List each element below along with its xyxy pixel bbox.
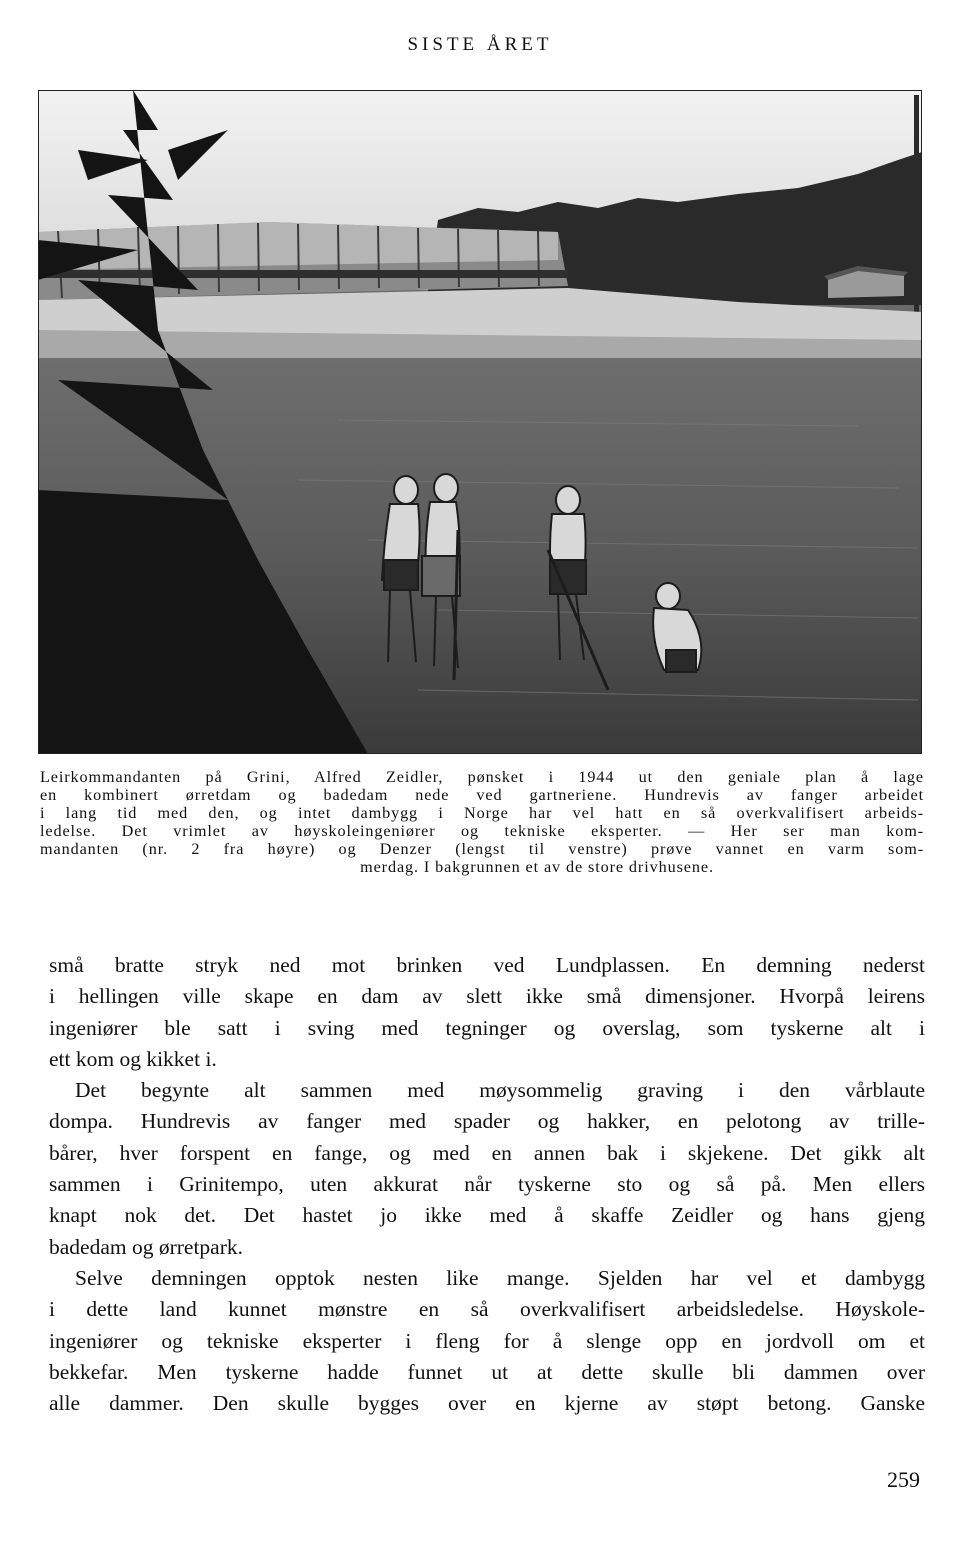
body-text: [49, 950, 925, 1419]
caption-line: ledelse. Det vrimlet av høyskoleingeniører og tekniske eksperter. — Her ser man kom-: [40, 822, 924, 840]
text-line: ingeniører ble satt i sving med tegninger og overslag, som tyskerne alt i: [49, 1015, 925, 1040]
text-line: i dette land kunnet mønstre en så overkvalifisert arbeidsledelse. Høyskole-: [49, 1297, 925, 1322]
page-number: 259: [887, 1467, 920, 1492]
text-line: sammen i Grinitempo, uten akkurat når tyskerne sto og så på. Men ellers: [49, 1172, 925, 1197]
text-line: Det begynte alt sammen med møysommelig graving i den vårblaute: [75, 1078, 925, 1103]
text-line: ett kom og kikket i.: [49, 1046, 217, 1071]
text-line: ingeniører og tekniske eksperter i fleng for å slenge opp en jordvoll om et: [49, 1328, 925, 1353]
caption-line: Leirkommandanten på Grini, Alfred Zeidler, pønsket i 1944 ut den geniale plan å lage: [40, 768, 924, 786]
text-line: små bratte stryk ned mot brinken ved Lundplassen. En demning nederst: [49, 953, 925, 977]
running-head: SISTE ÅRET: [407, 34, 553, 55]
photo-caption: [40, 768, 924, 876]
text-line: bekkefar. Men tyskerne hadde funnet ut at dette skulle bli dammen over: [49, 1359, 925, 1384]
text-line: bårer, hver forspent en fange, og med en annen bak i skjekene. Det gikk alt: [49, 1140, 925, 1165]
text-line: dompa. Hundrevis av fanger med spader og hakker, en pelotong av trille-: [49, 1109, 925, 1134]
text-line: knapt nok det. Det hastet jo ikke med å skaffe Zeidler og hans gjeng: [49, 1203, 925, 1228]
text-line: alle dammer. Den skulle bygges over en kjerne av støpt betong. Ganske: [49, 1391, 925, 1416]
photograph-pond-scene: [38, 90, 922, 754]
caption-line: i lang tid med den, og intet dambygg i Norge har vel hatt en så overkvalifisert arbeids-: [40, 804, 924, 822]
text-line: Selve demningen opptok nesten like mange. Sjelden har vel et dambygg: [75, 1265, 925, 1290]
text-line: badedam og ørretpark.: [49, 1234, 244, 1259]
pole: [914, 95, 919, 320]
caption-line: merdag. I bakgrunnen et av de store drivhusene.: [360, 858, 714, 876]
caption-line: en kombinert ørretdam og badedam nede ved gartneriene. Hundrevis av fanger arbeidet: [40, 786, 924, 804]
caption-line: mandanten (nr. 2 fra høyre) og Denzer (lengst til venstre) prøve vannet en varm som-: [40, 840, 924, 858]
text-line: i hellingen ville skape en dam av slett ikke små dimensjoner. Hvorpå leirens: [49, 984, 925, 1009]
